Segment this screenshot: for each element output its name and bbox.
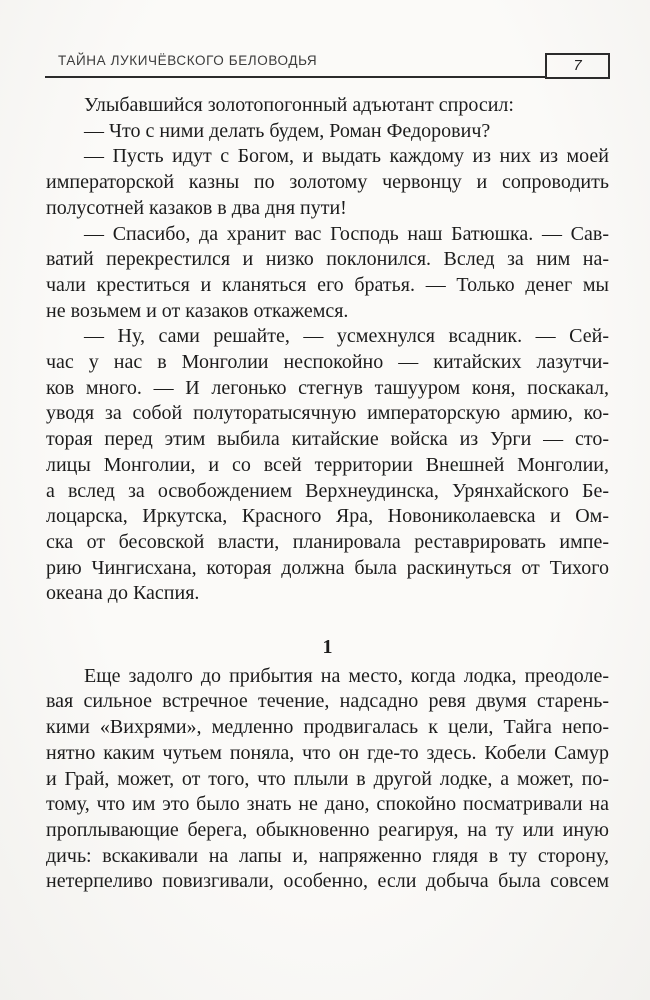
text-line: Еще задолго до прибытия на место, когда лодка, преодоле- bbox=[84, 664, 609, 687]
paragraph bbox=[46, 144, 609, 221]
text-line: полусотней казаков в два дня пути! bbox=[46, 196, 347, 219]
text-line: рию Чингисхана, которая должна была раскинуться от Тихого bbox=[46, 556, 609, 579]
text-line: океана до Каспия. bbox=[46, 582, 200, 605]
text-line: ватий перекрестился и низко поклонился. Вслед за ним на- bbox=[46, 248, 609, 271]
section-heading: 1 bbox=[322, 636, 333, 659]
text-line: не возьмем и от казаков откажемся. bbox=[46, 299, 349, 322]
text-line: нятно каким чутьем поняла, что он где-то здесь. Кобели Самур bbox=[46, 741, 609, 764]
text-line: а вслед за освобождением Верхнеудинска, Урянхайского Бе- bbox=[46, 479, 609, 502]
text-line: — Ну, сами решайте, — усмехнулся всадник. — Сей- bbox=[84, 325, 609, 348]
text-line: ков много. — И легонько стегнув ташууром коня, поскакал, bbox=[46, 376, 609, 399]
text-line: час у нас в Монголии неспокойно — китайских лазутчи- bbox=[46, 351, 609, 374]
text-line: кими «Вихрями», медленно продвигалась к цели, Тайга непо- bbox=[46, 716, 609, 739]
paragraph bbox=[46, 664, 609, 895]
text-line: императорской казны по золотому червонцу и сопроводить bbox=[46, 171, 609, 194]
running-header-title: ТАЙНА ЛУКИЧЁВСКОГО БЕЛОВОДЬЯ bbox=[58, 53, 318, 68]
paragraph bbox=[46, 324, 609, 607]
text-line: торая перед этим выбила китайские войска из Урги — сто- bbox=[46, 428, 609, 451]
paragraph bbox=[46, 222, 609, 325]
header-rule bbox=[45, 76, 546, 78]
text-line: нетерпеливо повизгивали, особенно, если добыча была совсем bbox=[46, 870, 609, 893]
text-line: уводя за собой полуторатысячную императорскую армию, ко- bbox=[46, 402, 609, 425]
text-line: чали креститься и кланяться его братья. — Только денег мы bbox=[46, 273, 609, 296]
text-line: лицы Монголии, и со всей территории Внешней Монголии, bbox=[46, 453, 609, 476]
text-line: — Спасибо, да хранит вас Господь наш Батюшка. — Сав- bbox=[84, 222, 609, 245]
paragraph bbox=[46, 93, 609, 119]
text-line: лоцарска, Иркутска, Красного Яра, Новониколаевска и Ом- bbox=[46, 505, 609, 528]
text-line: проплывающие берега, обыкновенно реагируя, на ту или иную bbox=[46, 818, 609, 841]
text-line: — Пусть идут с Богом, и выдать каждому из них из моей bbox=[84, 145, 609, 168]
text-line: — Что с ними делать будем, Роман Федорович? bbox=[84, 119, 491, 142]
page-number-box bbox=[545, 53, 610, 79]
paragraph bbox=[46, 119, 609, 145]
page-number: 7 bbox=[573, 56, 582, 74]
text-line: вая сильное встречное течение, надсадно ревя двумя старень- bbox=[46, 690, 609, 713]
text-line: Улыбавшийся золотопогонный адъютант спросил: bbox=[84, 94, 514, 116]
text-line: тому, что им это было знать не дано, спокойно посматривали на bbox=[46, 793, 609, 816]
text-line: ска от бесовской власти, планировала реставрировать импе- bbox=[46, 530, 609, 553]
text-line: и Грай, может, от того, что плыли в другой лодке, а может, по- bbox=[46, 767, 609, 790]
text-body bbox=[46, 93, 609, 895]
text-line: дичь: вскакивали на лапы и, напряженно глядя в ту сторону, bbox=[46, 844, 609, 867]
